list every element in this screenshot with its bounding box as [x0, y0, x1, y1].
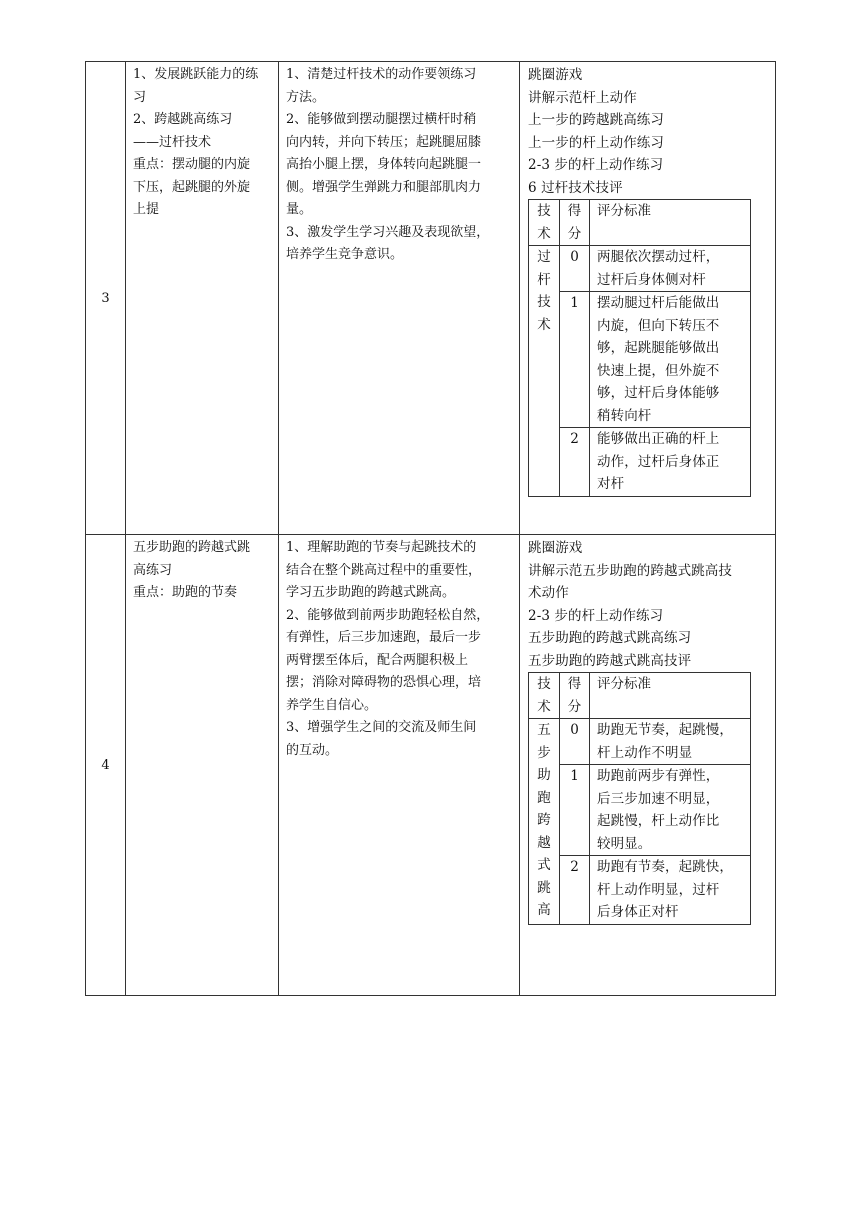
text-line: 两臂摆至体后，配合两腿积极上 [286, 652, 469, 668]
rubric-row [529, 765, 751, 856]
text-line: 2-3 步的杆上动作练习 [528, 607, 664, 624]
text-line: 结合在整个跳高过程中的重要性， [286, 562, 482, 578]
text-line: 上一步的杆上动作练习 [528, 134, 664, 151]
rubric-table [528, 672, 751, 925]
activities-cell [520, 62, 776, 535]
text-line: 2、能够做到摆动腿摆过横杆时稍 [286, 112, 477, 127]
text-line: 稍转向杆 [597, 407, 652, 424]
score-value: 1 [560, 765, 590, 856]
text-line: 养学生自信心。 [286, 697, 378, 713]
score-value: 1 [560, 292, 590, 428]
row-number: 4 [86, 535, 126, 996]
text-line: 动作，过杆后身体正 [597, 453, 720, 470]
text-line: 助跑前两步有弹性， [597, 768, 720, 784]
text-line: 讲解示范杆上动作 [528, 89, 637, 106]
text-line: 杆上动作明显，过杆 [597, 881, 720, 898]
text-line: 2-3 步的杆上动作练习 [528, 157, 664, 173]
text-line: 跳圈游戏 [528, 540, 583, 556]
text-line: 重点：助跑的节奏 [133, 585, 238, 600]
criteria-text [590, 428, 751, 497]
text-line: 跳圈游戏 [528, 67, 583, 83]
rubric-header-row [529, 200, 751, 246]
text-line: 高练习 [133, 562, 173, 578]
text-line: 向内转，并向下转压；起跳腿屈膝 [286, 134, 482, 150]
text-line: 五步助跑的跨越式跳高技评 [528, 652, 692, 669]
text-line: 过杆后身体侧对杆 [597, 271, 706, 288]
text-line: 2、能够做到前两步助跑轻松自然， [286, 607, 490, 623]
table-row [86, 535, 776, 996]
text-line: 上一步的跨越跳高练习 [528, 112, 664, 128]
objectives-cell [279, 535, 520, 996]
text-line: 摆；消除对障碍物的恐惧心理，培 [286, 675, 482, 690]
text-line: 习 [133, 89, 147, 105]
text-line: 侧。增强学生弹跳力和腿部肌肉力 [286, 179, 482, 195]
text-line: 后三步加速不明显， [597, 790, 720, 807]
text-line: 快速上提，但外旋不 [597, 362, 720, 379]
text-line: 重点：摆动腿的内旋 [133, 157, 251, 172]
rubric-row [529, 428, 751, 497]
text-line: 6 过杆技术技评 [528, 179, 623, 196]
score-value: 2 [560, 856, 590, 925]
text-line: 后身体正对杆 [597, 904, 679, 920]
text-line: 1、发展跳跃能力的练 [133, 67, 259, 82]
text-line: 较明显。 [597, 835, 652, 852]
text-line: 杆上动作不明显 [597, 744, 693, 761]
text-line: 起跳慢，杆上动作比 [597, 813, 720, 829]
tech-name: 五步助跑跨越式跳高 [529, 719, 560, 925]
rubric-header-row [529, 673, 751, 719]
tech-name: 过杆技术 [529, 246, 560, 497]
rubric-row [529, 292, 751, 428]
text-line: 讲解示范五步助跑的跨越式跳高技 [528, 562, 732, 579]
text-line: 上提 [133, 202, 160, 217]
text-line: 方法。 [286, 89, 326, 105]
content-text [126, 535, 278, 605]
text-line: 助跑无节奏，起跳慢， [597, 722, 733, 738]
lesson-plan-table [85, 61, 776, 996]
text-line: 2、跨越跳高练习 [133, 112, 233, 127]
content-text [126, 62, 278, 222]
text-line: 有弹性，后三步加速跑，最后一步 [286, 630, 482, 645]
text-line: 五步助跑的跨越式跳高练习 [528, 630, 692, 646]
activities-cell [520, 535, 776, 996]
text-line: 内旋，但向下转压不 [597, 317, 720, 334]
text-line: 助跑有节奏，起跳快， [597, 859, 733, 875]
score-value: 2 [560, 428, 590, 497]
rubric-row [529, 719, 751, 765]
text-line: 够，过杆后身体能够 [597, 385, 720, 401]
objectives-text [279, 62, 519, 267]
text-line: 对杆 [597, 476, 625, 492]
text-line: 1、清楚过杆技术的动作要领练习 [286, 67, 477, 82]
text-line: 高抬小腿上摆，身体转向起跳腿一 [286, 157, 482, 172]
content-cell [126, 535, 279, 996]
text-line: 3、激发学生学习兴趣及表现欲望， [286, 224, 490, 240]
objectives-cell [279, 62, 520, 535]
text-line: 1、理解助跑的节奏与起跳技术的 [286, 540, 477, 555]
header-tech: 技术 [529, 200, 560, 246]
text-line: 能够做出正确的杆上 [597, 431, 720, 447]
criteria-text [590, 246, 751, 292]
activities-text [520, 535, 775, 925]
table-row [86, 62, 776, 535]
score-value: 0 [560, 719, 590, 765]
header-tech: 技术 [529, 673, 560, 719]
text-line: 术动作 [528, 585, 569, 601]
text-line: 3、增强学生之间的交流及师生间 [286, 720, 477, 735]
text-line: 够，起跳腿能够做出 [597, 340, 720, 356]
criteria-text [590, 765, 751, 856]
activities-text [520, 62, 775, 497]
score-value: 0 [560, 246, 590, 292]
header-criteria: 评分标准 [590, 200, 751, 246]
criteria-text [590, 856, 751, 925]
text-line: 下压，起跳腿的外旋 [133, 179, 251, 195]
criteria-text [590, 292, 751, 428]
header-criteria: 评分标准 [590, 673, 751, 719]
rubric-row [529, 856, 751, 925]
row-number: 3 [86, 62, 126, 535]
objectives-text [279, 535, 519, 762]
text-line: 量。 [286, 202, 313, 217]
header-score: 得分 [560, 200, 590, 246]
rubric-row [529, 246, 751, 292]
text-line: 学习五步助跑的跨越式跳高。 [286, 585, 456, 600]
text-line: 摆动腿过杆后能做出 [597, 295, 720, 311]
rubric-table [528, 199, 751, 497]
text-line: 的互动。 [286, 742, 339, 758]
text-line: 两腿依次摆动过杆， [597, 249, 720, 265]
text-line: 五步助跑的跨越式跳 [133, 540, 251, 555]
text-line: ——过杆技术 [133, 134, 212, 150]
text-line: 培养学生竞争意识。 [286, 247, 404, 262]
criteria-text [590, 719, 751, 765]
content-cell [126, 62, 279, 535]
header-score: 得分 [560, 673, 590, 719]
